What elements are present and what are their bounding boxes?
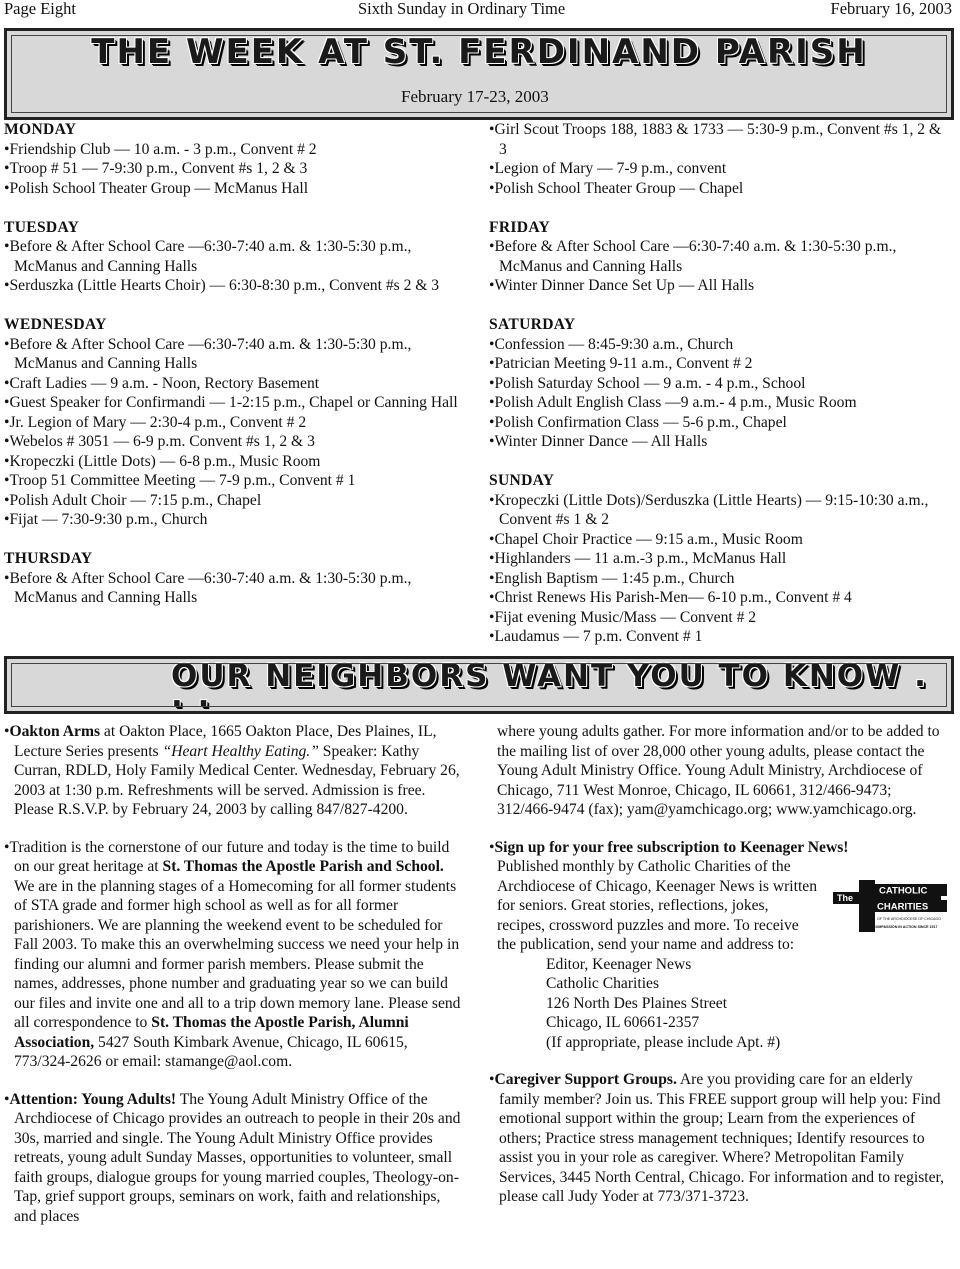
address-line: 126 North Des Plaines Street bbox=[546, 994, 728, 1012]
notice-text: We are in the planning stages of a Homecoming for all former students of STA grade and former high school as well as for all former parishioners. We are planning the weekend event to be scheduled for Fall 2003. To make this an overwhelming success we need your help in finding our alumni and former parish members. Please submit the names, addresses, phone number and graduating year so we can build our files and invite one and all to a trip down memory lane. Please send all correspondence to bbox=[14, 877, 461, 1031]
list-item: • Winter Dinner Dance Set Up — All Halls bbox=[489, 276, 951, 296]
list-item: • Christ Renews His Parish-Men— 6-10 p.m., Convent # 4 bbox=[489, 588, 951, 608]
notice-text: 5427 South Kimbark Avenue, Chicago, IL 60615, 773/324-2626 or email: stamange@aol.com. bbox=[14, 1033, 408, 1070]
logo-line2: CHARITIES bbox=[877, 901, 929, 913]
list-item: • Laudamus — 7 p.m. Convent # 1 bbox=[489, 627, 951, 647]
list-item: • Kropeczki (Little Dots)/Serduszka (Little Hearts) — 9:15-10:30 a.m., Convent #s 1 & 2 bbox=[489, 491, 951, 530]
list-item: • Before & After School Care —6:30-7:40 a.m. & 1:30-5:30 p.m., McManus and Canning Halls bbox=[489, 237, 951, 276]
logo-sub1: OF THE ARCHDIOCESE OF CHICAGO bbox=[877, 917, 942, 921]
notice-keenager-bold bbox=[489, 838, 951, 858]
list-item: • Troop 51 Committee Meeting — 7-9 p.m., Convent # 1 bbox=[4, 471, 466, 491]
list-item: • Girl Scout Troops 188, 1883 & 1733 — 5:30-9 p.m., Convent #s 1, 2 & 3 bbox=[489, 120, 951, 159]
notice-st-thomas-homecoming bbox=[4, 838, 466, 1072]
neighbors-banner-title: OUR NEIGHBORS WANT YOU TO KNOW . . . bbox=[171, 658, 928, 714]
address-line: Catholic Charities bbox=[546, 975, 660, 992]
notice-young-adults-cont: where young adults gather. For more information and/or to be added to the mailing list of over 28,000 other young adults, please contact the Young Adult Ministry Office. Young Adult Ministry, Archdiocese of Chicago, 711 West Monroe, Chicago, IL 60661, 312/466-9473; 312/466-9474 (fax); yam@yamchicago.org; www.yamchicago.org. bbox=[497, 723, 940, 818]
list-item: • Guest Speaker for Confirmandi — 1-2:15 p.m., Chapel or Canning Hall bbox=[4, 393, 466, 413]
address-line: (If appropriate, please include Apt. #) bbox=[546, 1033, 781, 1051]
day-heading-saturday: SATURDAY bbox=[489, 316, 576, 333]
list-item: • Fijat — 7:30-9:30 p.m., Church bbox=[4, 510, 466, 530]
list-item: • Before & After School Care —6:30-7:40 a.m. & 1:30-5:30 p.m., McManus and Canning Halls bbox=[4, 335, 466, 374]
address-line: Editor, Keenager News bbox=[546, 955, 692, 973]
list-item: • Craft Ladies — 9 a.m. - Noon, Rectory Basement bbox=[4, 374, 466, 394]
notice-caregiver bbox=[489, 1070, 951, 1207]
list-item: • Polish School Theater Group — McManus Hall bbox=[4, 179, 466, 199]
parish-name: St. Thomas the Apostle Parish and School. bbox=[162, 858, 444, 875]
notice-text: Tradition is the cornerstone of our future and today is the time to build on our great heritage at bbox=[9, 838, 450, 875]
list-item: • Patrician Meeting 9-11 a.m., Convent # 2 bbox=[489, 354, 951, 374]
day-heading-monday: MONDAY bbox=[4, 121, 77, 138]
notices-left-column bbox=[4, 722, 466, 1226]
week-banner bbox=[4, 28, 954, 120]
notice-text: Speaker: Kathy Curran, RDLD, Holy Family Medical Center. Wednesday, February 26, 2003 at 1:30 p.m. Refreshments will be served. Admission is free. Please R.S.V.P. by February 24, 2003 by calling 847/827-4200. bbox=[14, 742, 460, 818]
issue-date: February 16, 2003 bbox=[830, 0, 952, 18]
day-heading-tuesday: TUESDAY bbox=[4, 218, 80, 236]
list-item: • English Baptism — 1:45 p.m., Church bbox=[489, 569, 951, 589]
list-item: • Chapel Choir Practice — 9:15 a.m., Music Room bbox=[489, 530, 951, 550]
list-item: • Jr. Legion of Mary — 2:30-4 p.m., Convent # 2 bbox=[4, 413, 466, 433]
list-item: • Highlanders — 11 a.m.-3 p.m., McManus Hall bbox=[489, 549, 951, 569]
list-item: • Polish School Theater Group — Chapel bbox=[489, 179, 951, 199]
notice-title: Sign up for your free subscription to Keenager News! bbox=[494, 838, 849, 856]
week-banner-title: THE WEEK AT ST. FERDINAND PARISH bbox=[91, 32, 867, 72]
day-heading-wednesday: WEDNESDAY bbox=[4, 316, 107, 333]
week-banner-dates: February 17-23, 2003 bbox=[401, 87, 549, 106]
list-item: • Polish Adult English Class —9 a.m.- 4 p.m., Music Room bbox=[489, 393, 951, 413]
address-line: Chicago, IL 60661-2357 bbox=[546, 1014, 700, 1031]
notice-title: Caregiver Support Groups. bbox=[494, 1071, 677, 1088]
notice-keenager-text: Published monthly by Catholic Charities of the Archdiocese of Chicago, Keenager News is written for seniors. Great stories, reflections, jokes, recipes, crossword puzzles and more. To receive the publication, send your name and address to: bbox=[497, 858, 817, 953]
notice-oakton-arms bbox=[4, 722, 466, 820]
logo-the: The bbox=[837, 893, 854, 903]
logo-sub2: COMPASSION IN ACTION SINCE 1917 bbox=[873, 925, 938, 929]
list-item: • Webelos # 3051 — 6-9 p.m. Convent #s 1, 2 & 3 bbox=[4, 432, 466, 452]
list-item: • Fijat evening Music/Mass — Convent # 2 bbox=[489, 608, 951, 628]
list-item: • Legion of Mary — 7-9 p.m., convent bbox=[489, 159, 951, 179]
catholic-charities-logo-icon bbox=[829, 868, 953, 954]
day-heading-sunday: SUNDAY bbox=[489, 472, 555, 489]
list-item: • Kropeczki (Little Dots) — 6-8 p.m., Music Room bbox=[4, 452, 466, 472]
list-item: • Winter Dinner Dance — All Halls bbox=[489, 432, 951, 452]
notice-title: Attention: Young Adults! bbox=[9, 1090, 177, 1108]
list-item: • Confession — 8:45-9:30 a.m., Church bbox=[489, 335, 951, 355]
notice-text: at Oakton Place, 1665 Oakton Place, Des Plaines, IL, Lecture Series presents bbox=[14, 723, 437, 760]
list-item: • Serduszka (Little Hearts Choir) — 6:30-8:30 p.m., Convent #s 2 & 3 bbox=[4, 276, 466, 296]
notice-text: The Young Adult Ministry Office of the Archdiocese of Chicago provides an outreach to people in their 20s and 30s, married and single. The Young Adult Ministry Office provides retreats, young adult Sunday Masses, opportunities to volunteer, small faith groups, dialogue groups for young married couples, Theology-on-Tap, grief support groups, seminars on work, faith and relationships, and places bbox=[14, 1090, 461, 1225]
list-item: • Polish Confirmation Class — 5-6 p.m., Chapel bbox=[489, 413, 951, 433]
list-item: • Polish Adult Choir — 7:15 p.m., Chapel bbox=[4, 491, 466, 511]
notice-young-adults bbox=[4, 1090, 466, 1227]
list-item: • Friendship Club — 10 a.m. - 3 p.m., Convent # 2 bbox=[4, 140, 466, 160]
list-item: • Polish Saturday School — 9 a.m. - 4 p.m., School bbox=[489, 374, 951, 394]
logo-line1: CATHOLIC bbox=[879, 885, 928, 897]
alumni-association: St. Thomas the Apostle Parish, Alumni Association, bbox=[14, 1014, 409, 1051]
page-number: Page Eight bbox=[4, 0, 76, 18]
catholic-charities-logo bbox=[829, 868, 953, 954]
page-header bbox=[0, 0, 960, 20]
notice-title: Oakton Arms bbox=[9, 723, 101, 740]
notice-text: Are you providing care for an elderly family member? Join us. This FREE support group will help you: Find emotional support within the group; Learn from the experiences of others; Practice stress management techniques; Identify resources to assist you in your role as caregiver. Where? Metropolitan Family Services, 3445 North Central, Chicago. For information and to register, please call Judy Yoder at 773/371-3723. bbox=[499, 1071, 945, 1205]
schedule-left-column bbox=[4, 120, 466, 608]
schedule-right-column bbox=[489, 120, 951, 647]
liturgical-date: Sixth Sunday in Ordinary Time bbox=[358, 0, 566, 18]
list-item: • Before & After School Care —6:30-7:40 a.m. & 1:30-5:30 p.m., McManus and Canning Halls bbox=[4, 237, 466, 276]
day-heading-thursday: THURSDAY bbox=[4, 550, 93, 567]
lecture-title: “Heart Healthy Eating.” bbox=[162, 742, 319, 760]
list-item: • Troop # 51 — 7-9:30 p.m., Convent #s 1, 2 & 3 bbox=[4, 159, 466, 179]
day-heading-friday: FRIDAY bbox=[489, 218, 551, 236]
list-item: • Before & After School Care —6:30-7:40 a.m. & 1:30-5:30 p.m., McManus and Canning Halls bbox=[4, 569, 466, 608]
neighbors-banner bbox=[4, 656, 954, 714]
notices-right-column bbox=[489, 722, 951, 1207]
